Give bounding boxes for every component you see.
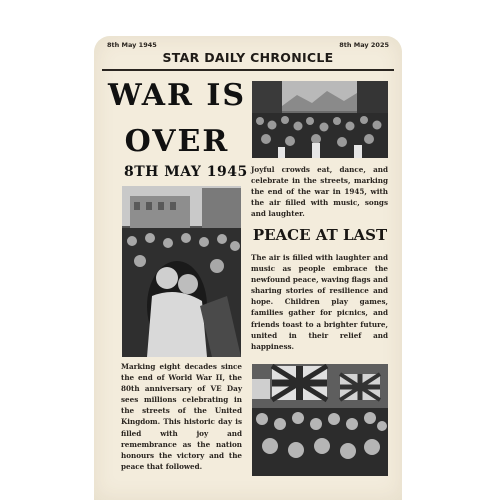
article-anniversary: Marking eight decades since the end of World War II, the 80th anniversary of VE Day sees millions celebrating in the streets of the United Kingdom. This historic day is filled with joy and remembrance as the nation honours the victory and the peace that followed. — [121, 362, 242, 471]
masthead: STAR DAILY CHRONICLE — [162, 50, 334, 65]
subheadline: PEACE AT LAST — [252, 226, 388, 244]
embrace-crowd-photo — [122, 186, 241, 357]
headline-date: 8TH MAY 1945 — [124, 164, 248, 180]
flags-crowd-photo — [252, 364, 388, 476]
article-peace: The air is filled with laughter and music as people embrace the newfound peace, waving flags and sharing stories of resilience and hope. Children play games, families gather for picnics, and friends toast to a brighter future, united in their relief and happiness. — [251, 253, 388, 351]
crowd-street-photo — [252, 81, 388, 158]
newspaper-page — [94, 36, 402, 500]
article-celebration: Joyful crowds eat, dance, and celebrate in the streets, marking the end of the war in 1945, with the air filled with music, songs and laughter. — [251, 165, 388, 219]
masthead-rule — [102, 69, 394, 71]
headline-line-1: WAR IS — [107, 78, 247, 113]
headline-line-2: OVER — [124, 124, 230, 159]
date-left: 8th May 1945 — [107, 41, 157, 49]
date-right: 8th May 2025 — [339, 41, 389, 49]
